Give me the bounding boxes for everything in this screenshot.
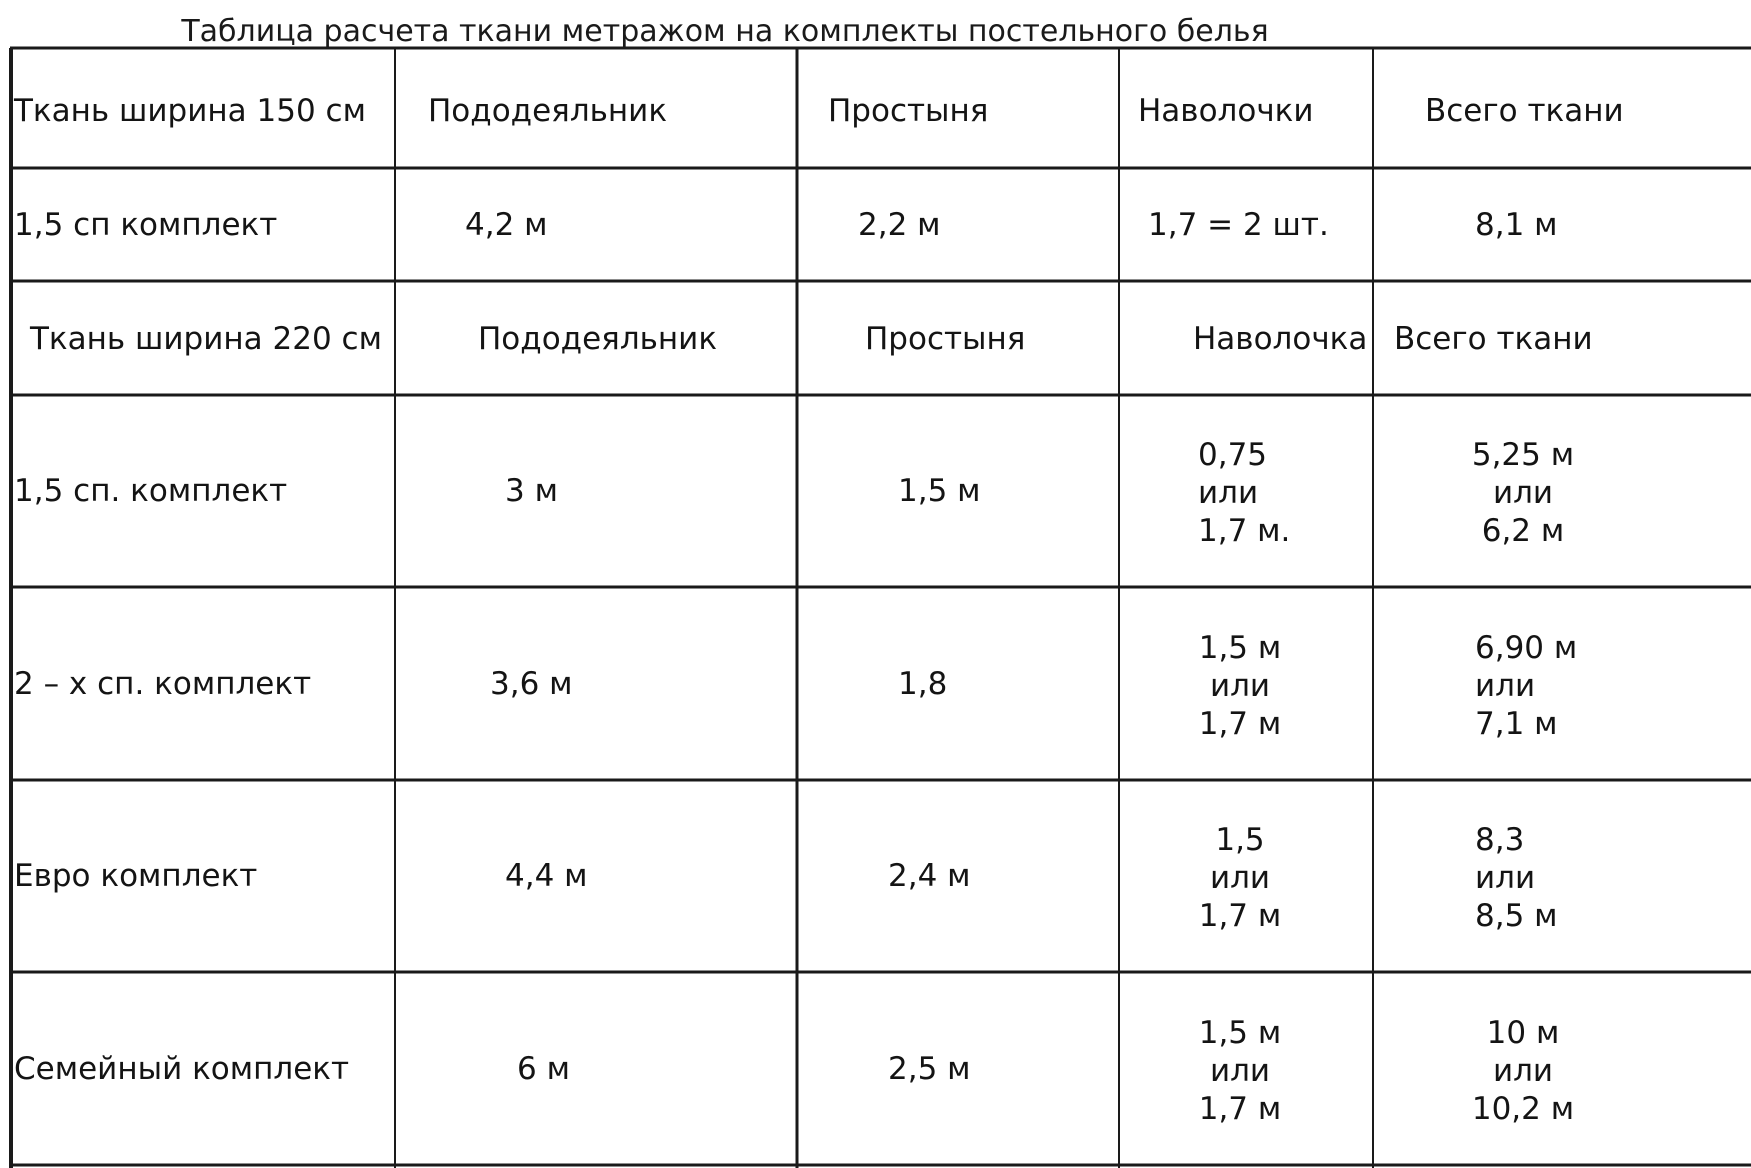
header-150-sheet: Простыня bbox=[828, 93, 989, 129]
pillow-line: или bbox=[1209, 1053, 1271, 1089]
row-220-2-label: 2 – х сп. комплект bbox=[14, 666, 312, 702]
row-150-total: 8,1 м bbox=[1475, 207, 1558, 243]
header-220-total: Всего ткани bbox=[1394, 321, 1593, 357]
row-150-pillow: 1,7 = 2 шт. bbox=[1148, 207, 1329, 243]
pillow-line: 1,5 м bbox=[1198, 1015, 1282, 1051]
pillow-line: 1,7 м. bbox=[1198, 513, 1291, 549]
pillow-line: или bbox=[1209, 860, 1271, 896]
row-220-1-label: 1,5 сп. комплект bbox=[14, 473, 288, 509]
row-220-1-duvet: 3 м bbox=[505, 473, 558, 509]
header-220-fabric-width: Ткань ширина 220 см bbox=[30, 321, 382, 357]
total-line: 6,2 м bbox=[1481, 513, 1565, 549]
header-150-pillowcases: Наволочки bbox=[1138, 93, 1314, 129]
pillow-line: или bbox=[1198, 475, 1259, 511]
page-title: Таблица расчета ткани метражом на комплекты постельного белья bbox=[181, 14, 1269, 49]
pillow-line: 1,5 м bbox=[1198, 630, 1282, 666]
pillow-line: 0,75 bbox=[1198, 437, 1268, 473]
row-220-1-pillow bbox=[1198, 436, 1290, 550]
pillow-line: 1,5 bbox=[1215, 822, 1265, 858]
row-150-sheet: 2,2 м bbox=[858, 207, 941, 243]
total-line: 10,2 м bbox=[1471, 1091, 1575, 1127]
total-line: или bbox=[1475, 668, 1536, 704]
row-220-4-pillow bbox=[1178, 1014, 1302, 1128]
total-line: 7,1 м bbox=[1475, 706, 1558, 742]
row-220-4-label: Семейный комплект bbox=[14, 1051, 350, 1087]
row-220-3-duvet: 4,4 м bbox=[505, 858, 588, 894]
row-220-2-sheet: 1,8 bbox=[898, 666, 948, 702]
header-150-fabric-width: Ткань ширина 150 см bbox=[14, 93, 366, 129]
header-220-pillowcase: Наволочка bbox=[1193, 321, 1368, 357]
row-220-3-pillow bbox=[1178, 821, 1302, 935]
row-220-2-pillow bbox=[1178, 629, 1302, 743]
total-line: или bbox=[1475, 860, 1536, 896]
row-220-3-total bbox=[1475, 821, 1558, 935]
pillow-line: 1,7 м bbox=[1198, 1091, 1282, 1127]
pillow-line: 1,7 м bbox=[1198, 898, 1282, 934]
pillow-line: или bbox=[1209, 668, 1271, 704]
header-220-duvet-cover: Пододеяльник bbox=[478, 321, 718, 357]
row-220-1-total bbox=[1458, 436, 1588, 550]
row-150-label: 1,5 сп комплект bbox=[14, 207, 278, 243]
header-150-total: Всего ткани bbox=[1425, 93, 1624, 129]
total-line: 5,25 м bbox=[1471, 437, 1575, 473]
row-150-duvet: 4,2 м bbox=[465, 207, 548, 243]
total-line: 8,5 м bbox=[1475, 898, 1558, 934]
row-220-2-duvet: 3,6 м bbox=[490, 666, 573, 702]
header-220-sheet: Простыня bbox=[865, 321, 1026, 357]
total-line: или bbox=[1492, 1053, 1554, 1089]
total-line: или bbox=[1492, 475, 1554, 511]
pillow-line: 1,7 м bbox=[1198, 706, 1282, 742]
row-220-3-label: Евро комплект bbox=[14, 858, 258, 894]
row-220-4-total bbox=[1458, 1014, 1588, 1128]
row-220-2-total bbox=[1475, 629, 1577, 743]
row-220-1-sheet: 1,5 м bbox=[898, 473, 981, 509]
row-220-3-sheet: 2,4 м bbox=[888, 858, 971, 894]
total-line: 10 м bbox=[1486, 1015, 1560, 1051]
total-line: 8,3 bbox=[1475, 822, 1525, 858]
total-line: 6,90 м bbox=[1475, 630, 1578, 666]
row-220-4-duvet: 6 м bbox=[517, 1051, 570, 1087]
header-150-duvet-cover: Пододеяльник bbox=[428, 93, 668, 129]
row-220-4-sheet: 2,5 м bbox=[888, 1051, 971, 1087]
